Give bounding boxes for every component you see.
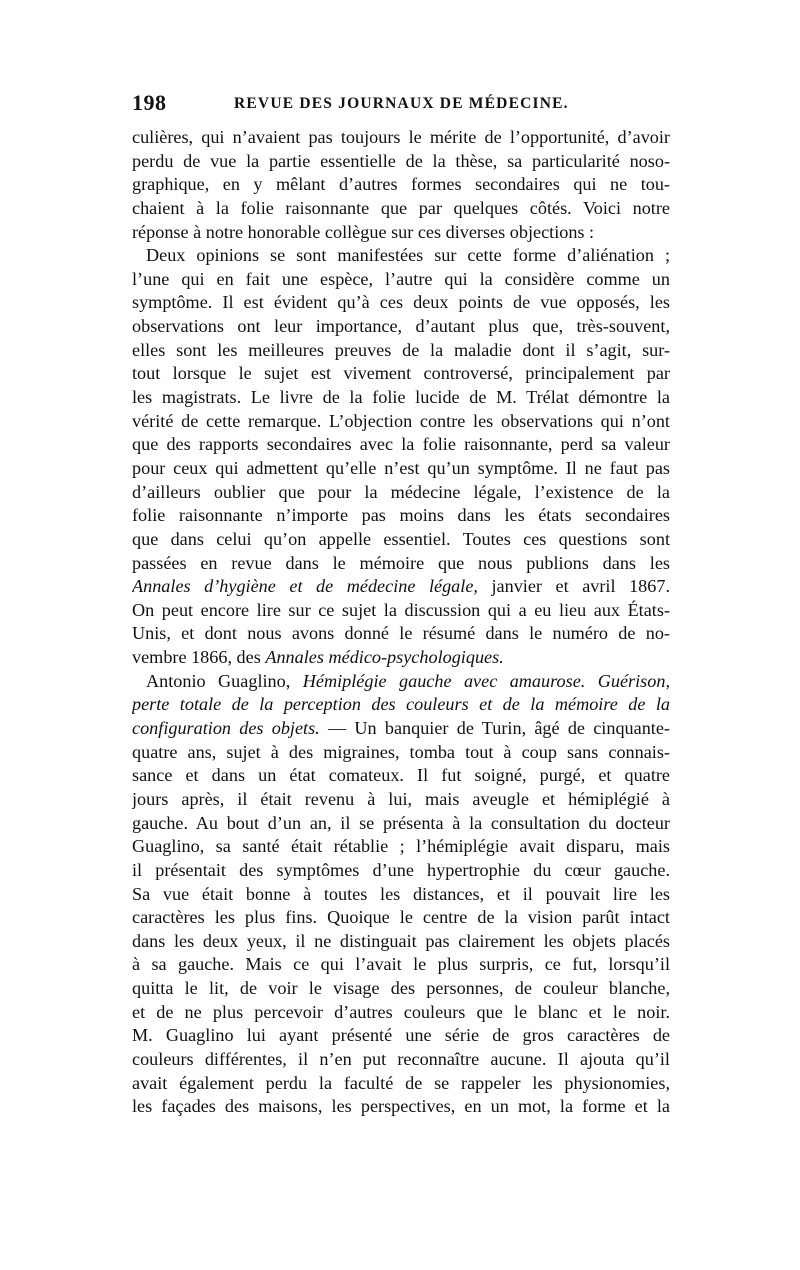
text-segment: sance et dans un état comateux. Il fut soigné, purgé, et quatre: [132, 765, 670, 786]
text-line: [132, 859, 670, 883]
text-line: [132, 150, 670, 174]
text-line: [132, 599, 670, 623]
text-segment: les magistrats. Le livre de la folie lucide de M. Trélat démontre la: [132, 387, 670, 408]
text-segment: graphique, en y mêlant d’autres formes secondaires qui ne tou-: [132, 174, 670, 195]
text-line: [132, 1048, 670, 1072]
italic-text: configuration des objets.: [132, 718, 320, 739]
text-segment: réponse à notre honorable collègue sur ces diverses objections :: [132, 221, 595, 242]
text-segment: elles sont les meilleures preuves de la maladie dont il s’agit, sur-: [132, 339, 670, 360]
text-segment: tout lorsque le sujet est vivement controversé, principalement par: [132, 363, 670, 384]
text-segment: Guaglino, sa santé était rétablie ; l’hémiplégie avait disparu, mais: [132, 836, 670, 857]
italic-text: Annales d’hygiène et de médecine légale,: [132, 576, 478, 597]
text-line: [132, 1072, 670, 1096]
text-segment: d’ailleurs oublier que pour la médecine légale, l’existence de la: [132, 481, 670, 502]
text-segment: et de ne plus percevoir d’autres couleurs que le blanc et le noir.: [132, 1001, 670, 1022]
text-segment: passées en revue dans le mémoire que nous publions dans les: [132, 552, 670, 573]
italic-text: Annales médico-psychologiques.: [265, 647, 504, 668]
text-segment: symptôme. Il est évident qu’à ces deux points de vue opposés, les: [132, 292, 670, 313]
text-segment: quitta le lit, de voir le visage des personnes, de couleur blanche,: [132, 978, 670, 999]
text-line: [132, 1095, 670, 1119]
text-segment: que dans celui qu’on appelle essentiel. Toutes ces questions sont: [132, 528, 670, 549]
text-line: [132, 906, 670, 930]
text-segment: folie raisonnante n’importe pas moins dans les états secondaires: [132, 505, 670, 526]
text-line: [132, 197, 670, 221]
text-line: [132, 552, 670, 576]
text-segment: observations ont leur importance, d’autant plus que, très-souvent,: [132, 316, 670, 337]
text-segment: caractères les plus fins. Quoique le centre de la vision parût intact: [132, 907, 670, 928]
text-segment: les façades des maisons, les perspectives, en un mot, la forme et la: [132, 1096, 670, 1117]
text-line: [132, 835, 670, 859]
text-segment: gauche. Au bout d’un an, il se présenta à la consultation du docteur: [132, 812, 670, 833]
text-line: [132, 315, 670, 339]
text-line: [132, 268, 670, 292]
text-line: [132, 433, 670, 457]
text-line: [132, 244, 670, 268]
text-line: [132, 362, 670, 386]
text-line: [132, 410, 670, 434]
body-text: [132, 126, 670, 1119]
text-line: [132, 1001, 670, 1025]
text-line: [132, 953, 670, 977]
text-line: [132, 693, 670, 717]
text-segment: Antonio Guaglino,: [146, 670, 303, 691]
page-header: [132, 90, 670, 120]
text-segment: avait également perdu la faculté de se rappeler les physionomies,: [132, 1072, 670, 1093]
text-line: [132, 386, 670, 410]
text-line: [132, 930, 670, 954]
text-line: [132, 977, 670, 1001]
text-segment: vembre 1866, des: [132, 647, 266, 668]
text-segment: il présentait des symptômes d’une hypertrophie du cœur gauche.: [132, 859, 670, 880]
text-segment: quatre ans, sujet à des migraines, tomba tout à coup sans connais-: [132, 741, 670, 762]
text-line: [132, 1024, 670, 1048]
text-segment: l’une qui en fait une espèce, l’autre qui la considère comme un: [132, 268, 670, 289]
text-line: [132, 528, 670, 552]
text-line: [132, 646, 670, 670]
text-line: [132, 575, 670, 599]
text-line: [132, 291, 670, 315]
text-segment: On peut encore lire sur ce sujet la discussion qui a eu lieu aux États-: [132, 599, 670, 620]
text-line: [132, 481, 670, 505]
text-segment: chaient à la folie raisonnante que par quelques côtés. Voici notre: [132, 197, 670, 218]
text-line: [132, 221, 670, 245]
italic-text: Hémiplégie gauche avec amaurose. Guérison,: [302, 670, 670, 691]
text-line: [132, 339, 670, 363]
text-segment: jours après, il était revenu à lui, mais aveugle et hémiplégié à: [132, 788, 670, 809]
text-line: [132, 812, 670, 836]
italic-text: perte totale de la perception des couleurs et de la mémoire de la: [132, 694, 670, 715]
text-segment: Deux opinions se sont manifestées sur cette forme d’aliénation ;: [146, 245, 670, 266]
text-segment: culières, qui n’avaient pas toujours le mérite de l’opportunité, d’avoir: [132, 127, 670, 147]
text-segment: janvier et avril 1867.: [477, 576, 670, 597]
text-line: [132, 173, 670, 197]
text-segment: à sa gauche. Mais ce qui l’avait le plus surpris, ce fut, lorsqu’il: [132, 954, 670, 975]
text-line: [132, 504, 670, 528]
text-line: [132, 457, 670, 481]
text-line: [132, 741, 670, 765]
text-segment: pour ceux qui admettent qu’elle n’est qu’un symptôme. Il ne faut pas: [132, 457, 670, 478]
text-line: [132, 622, 670, 646]
text-segment: perdu de vue la partie essentielle de la thèse, sa particularité noso-: [132, 150, 670, 171]
text-segment: vérité de cette remarque. L’objection contre les observations qui n’ont: [132, 410, 670, 431]
page-number: 198: [132, 90, 167, 115]
text-line: [132, 126, 670, 150]
text-segment: couleurs différentes, il n’en put reconnaître aucune. Il ajouta qu’il: [132, 1048, 670, 1069]
text-line: [132, 764, 670, 788]
text-segment: Unis, et dont nous avons donné le résumé dans le numéro de no-: [132, 623, 670, 644]
text-line: [132, 883, 670, 907]
text-segment: que des rapports secondaires avec la folie raisonnante, perd sa valeur: [132, 434, 670, 455]
running-head: REVUE DES JOURNAUX DE MÉDECINE.: [234, 95, 569, 112]
text-segment: — Un banquier de Turin, âgé de cinquante-: [319, 718, 670, 739]
text-line: [132, 717, 670, 741]
text-segment: M. Guaglino lui ayant présenté une série de gros caractères de: [132, 1025, 670, 1046]
text-line: [132, 670, 670, 694]
text-segment: dans les deux yeux, il ne distinguait pas clairement les objets placés: [132, 930, 670, 951]
text-segment: Sa vue était bonne à toutes les distances, et il pouvait lire les: [132, 883, 670, 904]
text-line: [132, 788, 670, 812]
